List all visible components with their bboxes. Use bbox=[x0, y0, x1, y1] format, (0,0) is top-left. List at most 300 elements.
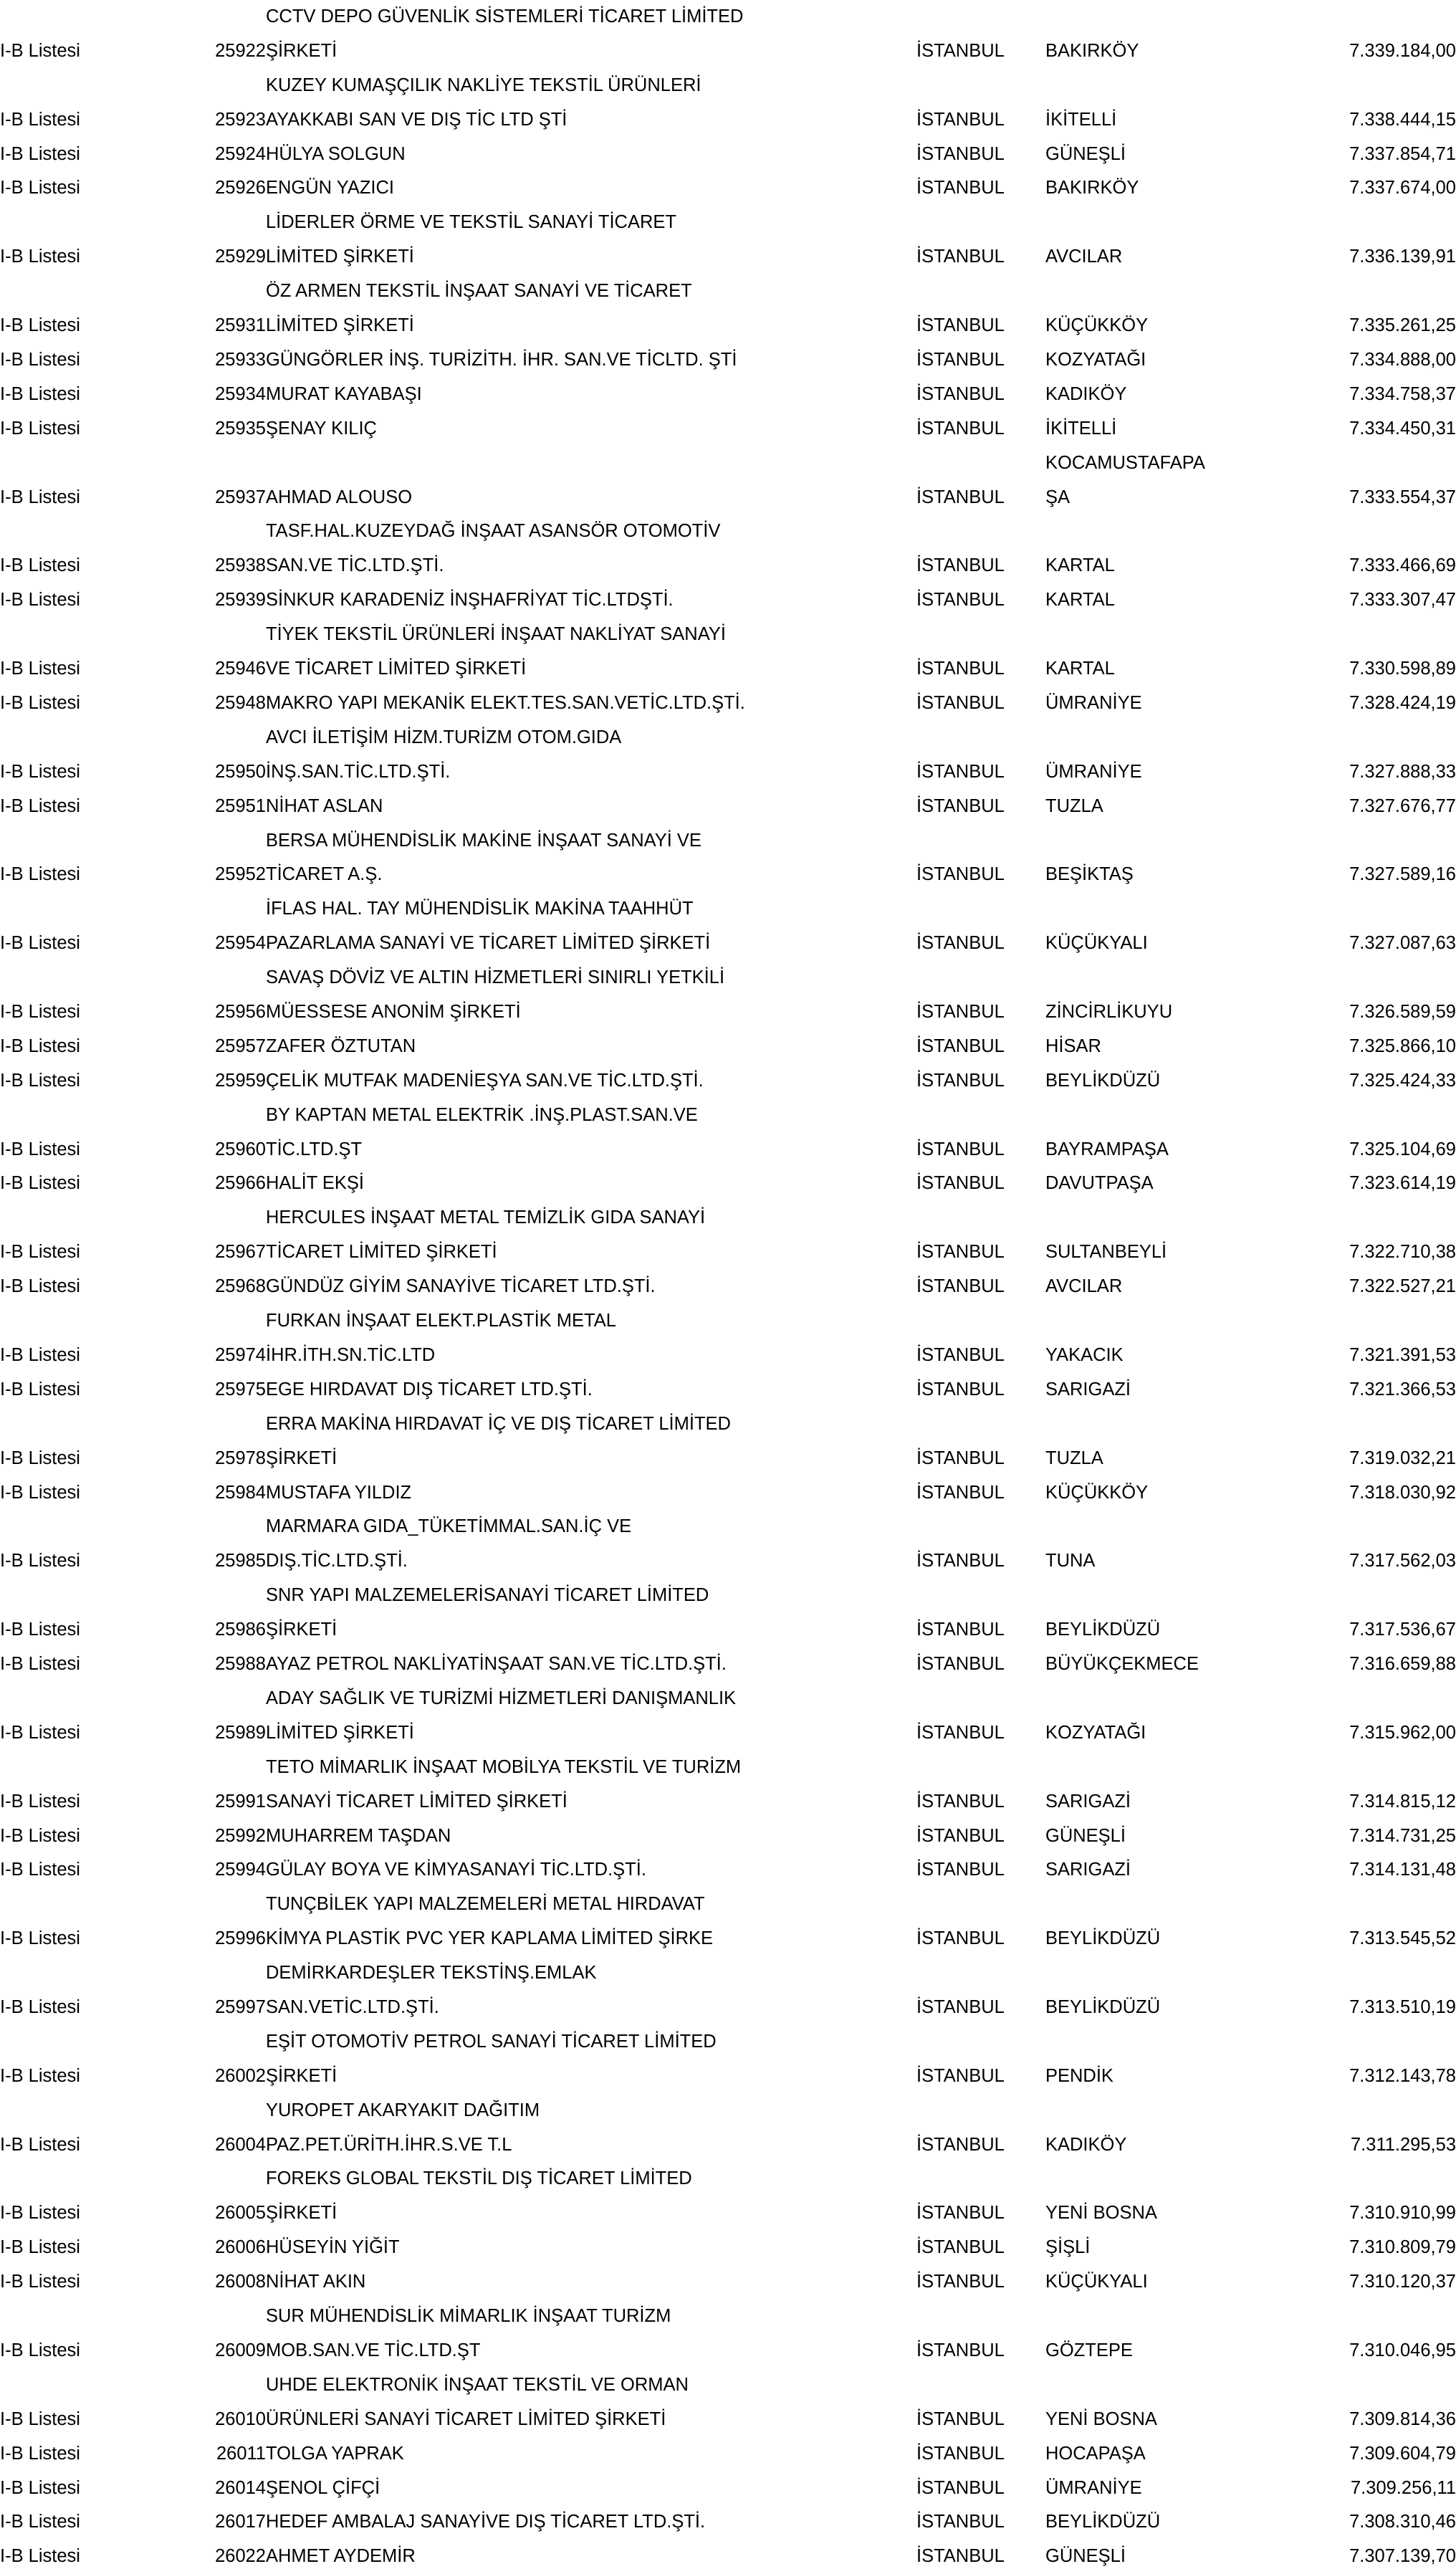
sequence-number-cell bbox=[133, 1064, 266, 1099]
amount-cell-text: 7.334.450,31 bbox=[1349, 418, 1456, 439]
list-name-cell-wrap bbox=[0, 1682, 133, 1716]
amount-cell bbox=[1282, 2025, 1456, 2094]
amount-cell bbox=[1282, 0, 1456, 69]
amount-cell-wrap bbox=[1282, 1510, 1456, 1544]
city-cell-text: İSTANBUL bbox=[916, 761, 1005, 782]
debtor-name-cell-text: ŞİRKETİ bbox=[266, 2203, 337, 2224]
debtor-name-cell-text: LİMİTED ŞİRKETİ bbox=[266, 315, 414, 336]
amount-cell bbox=[1282, 343, 1456, 378]
district-cell bbox=[1045, 412, 1282, 446]
list-name-cell-text: I-B Listesi bbox=[0, 1001, 80, 1022]
city-cell bbox=[916, 343, 1045, 378]
amount-cell-wrap bbox=[1282, 1956, 1456, 1991]
table-row bbox=[0, 412, 1456, 446]
debtor-name-cell-wrap: BY KAPTAN METAL ELEKTRİK .İNŞ.PLAST.SAN.VE bbox=[266, 1104, 698, 1125]
city-cell-text: İSTANBUL bbox=[916, 1344, 1005, 1365]
district-cell-wrap bbox=[1045, 2162, 1282, 2196]
amount-cell-text: 7.333.466,69 bbox=[1349, 555, 1456, 576]
city-cell-text: İSTANBUL bbox=[916, 1070, 1005, 1091]
amount-cell bbox=[1282, 961, 1456, 1030]
debtor-name-cell bbox=[266, 892, 916, 961]
amount-cell bbox=[1282, 1751, 1456, 1819]
sequence-number-cell-wrap bbox=[133, 446, 266, 481]
sequence-number-cell-text: 25996 bbox=[215, 1928, 266, 1949]
city-cell-wrap bbox=[916, 1956, 1045, 1991]
district-cell-text: GÜNEŞLİ bbox=[1045, 143, 1126, 164]
sequence-number-cell-wrap bbox=[133, 515, 266, 549]
sequence-number-cell-wrap bbox=[133, 721, 266, 755]
district-cell bbox=[1045, 1064, 1282, 1099]
list-name-cell-text: I-B Listesi bbox=[0, 1035, 80, 1056]
amount-cell bbox=[1282, 515, 1456, 583]
district-cell-text: TUNA bbox=[1045, 1551, 1096, 1571]
amount-cell-text: 7.334.758,37 bbox=[1349, 383, 1456, 404]
district-cell bbox=[1045, 1682, 1282, 1751]
district-cell-text: TUZLA bbox=[1045, 1448, 1103, 1468]
sequence-number-cell-text: 25978 bbox=[215, 1448, 266, 1468]
city-cell-wrap bbox=[916, 2094, 1045, 2128]
district-cell-wrap bbox=[1045, 206, 1282, 240]
district-cell bbox=[1045, 1819, 1282, 1854]
sequence-number-cell-wrap bbox=[133, 1888, 266, 1922]
city-cell-text: İSTANBUL bbox=[916, 1619, 1005, 1640]
list-name-cell bbox=[0, 1682, 133, 1751]
table-row bbox=[0, 790, 1456, 824]
list-name-cell bbox=[0, 1888, 133, 1956]
debtor-name-cell-wrap: SUR MÜHENDİSLİK MİMARLIK İNŞAAT TURİZM bbox=[266, 2306, 671, 2327]
list-name-cell bbox=[0, 1853, 133, 1888]
city-cell bbox=[916, 892, 1045, 961]
sequence-number-cell bbox=[133, 1888, 266, 1956]
district-cell bbox=[1045, 378, 1282, 412]
amount-cell-wrap bbox=[1282, 1407, 1456, 1442]
list-name-cell-wrap bbox=[0, 2094, 133, 2128]
sequence-number-cell bbox=[133, 138, 266, 172]
district-cell-wrap bbox=[1045, 1407, 1282, 1442]
city-cell bbox=[916, 1099, 1045, 1167]
district-cell bbox=[1045, 2162, 1282, 2231]
list-name-cell bbox=[0, 2505, 133, 2540]
sequence-number-cell-text: 25922 bbox=[215, 40, 266, 61]
city-cell bbox=[916, 618, 1045, 686]
city-cell bbox=[916, 2300, 1045, 2368]
district-cell-text: BÜYÜKÇEKMECE bbox=[1045, 1654, 1199, 1675]
debtor-name-cell-text: MUHARREM TAŞDAN bbox=[266, 1825, 451, 1846]
list-name-cell-wrap bbox=[0, 892, 133, 927]
list-name-cell bbox=[0, 1956, 133, 2025]
district-cell bbox=[1045, 1647, 1282, 1682]
list-name-cell-text: I-B Listesi bbox=[0, 2443, 80, 2464]
sequence-number-cell bbox=[133, 0, 266, 69]
city-cell bbox=[916, 2437, 1045, 2472]
district-cell bbox=[1045, 961, 1282, 1030]
amount-cell bbox=[1282, 2231, 1456, 2265]
debtor-name-cell bbox=[266, 2025, 916, 2094]
table-row bbox=[0, 1956, 1456, 2025]
amount-cell bbox=[1282, 1304, 1456, 1373]
amount-cell bbox=[1282, 412, 1456, 446]
district-cell bbox=[1045, 2265, 1282, 2300]
district-cell-text: ŞİŞLİ bbox=[1045, 2237, 1091, 2258]
debtor-name-cell-text: ENGÜN YAZICI bbox=[266, 178, 394, 198]
sequence-number-cell-wrap bbox=[133, 1201, 266, 1235]
city-cell bbox=[916, 1064, 1045, 1099]
list-name-cell bbox=[0, 2368, 133, 2437]
city-cell-wrap bbox=[916, 2300, 1045, 2334]
district-cell-text: YENİ BOSNA bbox=[1045, 2408, 1157, 2429]
table-row bbox=[0, 206, 1456, 274]
debtor-name-cell-wrap: FOREKS GLOBAL TEKSTİL DIŞ TİCARET LİMİTED bbox=[266, 2168, 692, 2189]
sequence-number-cell bbox=[133, 1510, 266, 1579]
table-row bbox=[0, 892, 1456, 961]
debtor-name-cell-text: HALİT EKŞİ bbox=[266, 1173, 365, 1194]
district-cell bbox=[1045, 1030, 1282, 1064]
amount-cell-wrap bbox=[1282, 1201, 1456, 1235]
debtor-name-cell bbox=[266, 2505, 916, 2540]
city-cell bbox=[916, 2231, 1045, 2265]
district-cell-text: BEYLİKDÜZÜ bbox=[1045, 1996, 1161, 2017]
amount-cell-wrap bbox=[1282, 961, 1456, 995]
sequence-number-cell bbox=[133, 2094, 266, 2163]
list-name-cell-text: I-B Listesi bbox=[0, 590, 80, 611]
sequence-number-cell-text: 25937 bbox=[215, 487, 266, 507]
sequence-number-cell-text: 25954 bbox=[215, 933, 266, 954]
debtor-name-cell-wrap: UHDE ELEKTRONİK İNŞAAT TEKSTİL VE ORMAN bbox=[266, 2374, 689, 2395]
city-cell bbox=[916, 1888, 1045, 1956]
list-name-cell-wrap bbox=[0, 1579, 133, 1613]
amount-cell bbox=[1282, 206, 1456, 274]
sequence-number-cell bbox=[133, 1819, 266, 1854]
list-name-cell bbox=[0, 961, 133, 1030]
sequence-number-cell bbox=[133, 378, 266, 412]
amount-cell-wrap bbox=[1282, 515, 1456, 549]
list-name-cell-wrap bbox=[0, 721, 133, 755]
sequence-number-cell-text: 25967 bbox=[215, 1242, 266, 1263]
district-cell bbox=[1045, 446, 1282, 515]
list-name-cell bbox=[0, 1030, 133, 1064]
amount-cell bbox=[1282, 2540, 1456, 2574]
debtor-name-cell-text: ÜRÜNLERİ SANAYİ TİCARET LİMİTED ŞİRKETİ bbox=[266, 2408, 666, 2429]
city-cell-wrap bbox=[916, 515, 1045, 549]
amount-cell-text: 7.310.046,95 bbox=[1349, 2340, 1456, 2360]
debtor-name-cell-text: SAN.VE TİC.LTD.ŞTİ. bbox=[266, 555, 444, 576]
debtor-name-cell-wrap: TETO MİMARLIK İNŞAAT MOBİLYA TEKSTİL VE TURİZM bbox=[266, 1756, 742, 1777]
amount-cell-text: 7.323.614,19 bbox=[1349, 1173, 1456, 1194]
district-cell-wrap bbox=[1045, 2025, 1282, 2059]
city-cell bbox=[916, 1201, 1045, 1270]
list-name-cell bbox=[0, 446, 133, 515]
list-name-cell-wrap bbox=[0, 1510, 133, 1544]
district-cell bbox=[1045, 69, 1282, 138]
district-cell-wrap bbox=[1045, 1099, 1282, 1133]
debtor-name-cell bbox=[266, 1682, 916, 1751]
city-cell-text: İSTANBUL bbox=[916, 315, 1005, 336]
amount-cell-wrap bbox=[1282, 206, 1456, 240]
list-name-cell-text: I-B Listesi bbox=[0, 2065, 80, 2086]
debtor-name-cell bbox=[266, 2265, 916, 2300]
list-name-cell-text: I-B Listesi bbox=[0, 1928, 80, 1949]
city-cell bbox=[916, 1579, 1045, 1647]
city-cell-wrap bbox=[916, 2162, 1045, 2196]
list-name-cell bbox=[0, 1270, 133, 1304]
sequence-number-cell-text: 26022 bbox=[215, 2546, 266, 2567]
debtor-name-cell-text: TİCARET A.Ş. bbox=[266, 864, 383, 885]
city-cell bbox=[916, 2162, 1045, 2231]
list-name-cell-wrap bbox=[0, 1099, 133, 1133]
amount-cell-text: 7.333.307,47 bbox=[1349, 590, 1456, 611]
debtor-name-cell bbox=[266, 1510, 916, 1579]
amount-cell-text: 7.318.030,92 bbox=[1349, 1482, 1456, 1503]
sequence-number-cell-text: 25946 bbox=[215, 659, 266, 679]
amount-cell bbox=[1282, 1682, 1456, 1751]
debtor-name-cell-wrap: EŞİT OTOMOTİV PETROL SANAYİ TİCARET LİMİTED bbox=[266, 2031, 717, 2052]
sequence-number-cell-wrap bbox=[133, 1956, 266, 1991]
table-row bbox=[0, 1682, 1456, 1751]
list-name-cell bbox=[0, 1751, 133, 1819]
list-name-cell-text: I-B Listesi bbox=[0, 2272, 80, 2292]
list-name-cell-text: I-B Listesi bbox=[0, 1379, 80, 1400]
table-row bbox=[0, 618, 1456, 686]
sequence-number-cell-text: 25939 bbox=[215, 590, 266, 611]
sequence-number-cell bbox=[133, 721, 266, 790]
city-cell-wrap bbox=[916, 1201, 1045, 1235]
amount-cell-text: 7.310.120,37 bbox=[1349, 2272, 1456, 2292]
debtor-name-cell bbox=[266, 583, 916, 618]
debtor-name-cell-text: GÜNDÜZ GİYİM SANAYİVE TİCARET LTD.ŞTİ. bbox=[266, 1276, 656, 1297]
debtor-name-cell bbox=[266, 2300, 916, 2368]
sequence-number-cell-text: 25924 bbox=[215, 143, 266, 164]
debtor-name-cell-text: SİNKUR KARADENİZ İNŞHAFRİYAT TİC.LTDŞTİ. bbox=[266, 590, 674, 611]
table-row bbox=[0, 1030, 1456, 1064]
amount-cell bbox=[1282, 2094, 1456, 2163]
city-cell-text: İSTANBUL bbox=[916, 2443, 1005, 2464]
list-name-cell-text: I-B Listesi bbox=[0, 487, 80, 507]
city-cell-text: İSTANBUL bbox=[916, 1173, 1005, 1194]
city-cell-text: İSTANBUL bbox=[916, 418, 1005, 439]
amount-cell bbox=[1282, 69, 1456, 138]
district-cell-text: HİSAR bbox=[1045, 1035, 1101, 1056]
district-cell-text: KARTAL bbox=[1045, 590, 1115, 611]
amount-cell-text: 7.330.598,89 bbox=[1349, 659, 1456, 679]
sequence-number-cell-text: 25931 bbox=[215, 315, 266, 336]
table-row bbox=[0, 961, 1456, 1030]
sequence-number-cell bbox=[133, 790, 266, 824]
list-name-cell-text: I-B Listesi bbox=[0, 1654, 80, 1675]
sequence-number-cell-text: 25968 bbox=[215, 1276, 266, 1297]
debtor-name-cell bbox=[266, 138, 916, 172]
table-row bbox=[0, 1373, 1456, 1407]
amount-cell-wrap bbox=[1282, 2300, 1456, 2334]
amount-cell bbox=[1282, 1270, 1456, 1304]
debtor-name-cell-text: MOB.SAN.VE TİC.LTD.ŞT bbox=[266, 2340, 481, 2360]
sequence-number-cell bbox=[133, 1407, 266, 1476]
amount-cell bbox=[1282, 2437, 1456, 2472]
debtor-name-cell-text: MÜESSESE ANONİM ŞİRKETİ bbox=[266, 1001, 521, 1022]
list-name-cell-text: I-B Listesi bbox=[0, 1825, 80, 1846]
city-cell-wrap bbox=[916, 618, 1045, 652]
district-cell-wrap bbox=[1045, 824, 1282, 858]
amount-cell bbox=[1282, 378, 1456, 412]
district-cell-text: ÜMRANİYE bbox=[1045, 2477, 1142, 2498]
debtor-name-cell bbox=[266, 1888, 916, 1956]
list-name-cell bbox=[0, 515, 133, 583]
city-cell-text: İSTANBUL bbox=[916, 2134, 1005, 2155]
list-name-cell-wrap bbox=[0, 1304, 133, 1339]
list-name-cell bbox=[0, 1064, 133, 1099]
city-cell-text: İSTANBUL bbox=[916, 692, 1005, 713]
debtor-name-cell bbox=[266, 2368, 916, 2437]
list-name-cell-text: I-B Listesi bbox=[0, 40, 80, 61]
sequence-number-cell-text: 26017 bbox=[215, 2512, 266, 2532]
sequence-number-cell-text: 25984 bbox=[215, 1482, 266, 1503]
amount-cell-text: 7.308.310,46 bbox=[1349, 2512, 1456, 2532]
district-cell bbox=[1045, 1476, 1282, 1511]
list-name-cell-text: I-B Listesi bbox=[0, 2408, 80, 2429]
debtor-name-cell bbox=[266, 961, 916, 1030]
district-cell bbox=[1045, 138, 1282, 172]
table-row bbox=[0, 138, 1456, 172]
amount-cell-text: 7.314.731,25 bbox=[1349, 1825, 1456, 1846]
sequence-number-cell bbox=[133, 686, 266, 721]
amount-cell-wrap bbox=[1282, 618, 1456, 652]
amount-cell-text: 7.337.674,00 bbox=[1349, 178, 1456, 198]
amount-cell-text: 7.327.676,77 bbox=[1349, 795, 1456, 816]
sequence-number-cell bbox=[133, 1853, 266, 1888]
amount-cell-wrap bbox=[1282, 274, 1456, 309]
list-name-cell bbox=[0, 138, 133, 172]
sequence-number-cell-text: 25951 bbox=[215, 795, 266, 816]
district-cell-text: GÜNEŞLİ bbox=[1045, 1825, 1126, 1846]
district-cell-wrap bbox=[1045, 0, 1282, 34]
city-cell bbox=[916, 1167, 1045, 1201]
list-name-cell-wrap bbox=[0, 961, 133, 995]
district-cell-text: SARIGAZİ bbox=[1045, 1860, 1131, 1880]
city-cell-text: İSTANBUL bbox=[916, 1791, 1005, 1812]
sequence-number-cell-text: 26014 bbox=[215, 2477, 266, 2498]
debtor-name-cell-text: NİHAT ASLAN bbox=[266, 795, 383, 816]
table-row bbox=[0, 69, 1456, 138]
debtor-name-cell-text: LİMİTED ŞİRKETİ bbox=[266, 247, 414, 267]
list-name-cell bbox=[0, 69, 133, 138]
debtor-name-cell-wrap: BERSA MÜHENDİSLİK MAKİNE İNŞAAT SANAYİ VE bbox=[266, 830, 701, 851]
amount-cell-text: 7.309.256,11 bbox=[1351, 2477, 1456, 2498]
city-cell-text: İSTANBUL bbox=[916, 1654, 1005, 1675]
list-name-cell bbox=[0, 171, 133, 206]
amount-cell bbox=[1282, 1099, 1456, 1167]
amount-cell bbox=[1282, 2472, 1456, 2506]
district-cell-wrap: KOCAMUSTAFAPA bbox=[1045, 452, 1205, 473]
sequence-number-cell bbox=[133, 515, 266, 583]
district-cell bbox=[1045, 1167, 1282, 1201]
table-row bbox=[0, 1853, 1456, 1888]
sequence-number-cell-wrap bbox=[133, 0, 266, 34]
city-cell-wrap bbox=[916, 961, 1045, 995]
sequence-number-cell bbox=[133, 892, 266, 961]
debtor-name-cell-text: ZAFER ÖZTUTAN bbox=[266, 1035, 416, 1056]
list-name-cell-wrap bbox=[0, 824, 133, 858]
district-cell-text: AVCILAR bbox=[1045, 247, 1123, 267]
table-row bbox=[0, 686, 1456, 721]
amount-cell bbox=[1282, 1030, 1456, 1064]
city-cell bbox=[916, 1819, 1045, 1854]
debtor-name-cell-text: MURAT KAYABAŞI bbox=[266, 383, 422, 404]
list-name-cell bbox=[0, 1167, 133, 1201]
list-name-cell-text: I-B Listesi bbox=[0, 2340, 80, 2360]
city-cell-text: İSTANBUL bbox=[916, 1482, 1005, 1503]
amount-cell-text: 7.315.962,00 bbox=[1349, 1722, 1456, 1743]
amount-cell-wrap bbox=[1282, 2094, 1456, 2128]
sequence-number-cell bbox=[133, 1373, 266, 1407]
debtor-name-cell bbox=[266, 824, 916, 893]
list-name-cell-wrap bbox=[0, 1888, 133, 1922]
district-cell bbox=[1045, 2437, 1282, 2472]
city-cell-text: İSTANBUL bbox=[916, 2408, 1005, 2429]
list-name-cell bbox=[0, 2094, 133, 2163]
city-cell-text: İSTANBUL bbox=[916, 659, 1005, 679]
debtor-name-cell-text: ŞİRKETİ bbox=[266, 1619, 337, 1640]
debtor-name-cell bbox=[266, 1064, 916, 1099]
list-name-cell bbox=[0, 0, 133, 69]
district-cell-text: SARIGAZİ bbox=[1045, 1379, 1131, 1400]
debtor-name-cell-text: DIŞ.TİC.LTD.ŞTİ. bbox=[266, 1551, 408, 1571]
list-name-cell bbox=[0, 1647, 133, 1682]
sequence-number-cell bbox=[133, 69, 266, 138]
amount-cell bbox=[1282, 2505, 1456, 2540]
district-cell bbox=[1045, 2472, 1282, 2506]
city-cell bbox=[916, 2368, 1045, 2437]
district-cell bbox=[1045, 171, 1282, 206]
district-cell bbox=[1045, 686, 1282, 721]
amount-cell bbox=[1282, 1853, 1456, 1888]
district-cell bbox=[1045, 892, 1282, 961]
sequence-number-cell-wrap bbox=[133, 2094, 266, 2128]
city-cell-text: İSTANBUL bbox=[916, 1928, 1005, 1949]
district-cell bbox=[1045, 1853, 1282, 1888]
sequence-number-cell-text: 26006 bbox=[215, 2237, 266, 2258]
table-row bbox=[0, 1888, 1456, 1956]
list-name-cell-text: I-B Listesi bbox=[0, 1448, 80, 1468]
debtor-name-cell-wrap: LİDERLER ÖRME VE TEKSTİL SANAYİ TİCARET bbox=[266, 212, 676, 233]
city-cell-text: İSTANBUL bbox=[916, 1035, 1005, 1056]
amount-cell bbox=[1282, 446, 1456, 515]
amount-cell-wrap bbox=[1282, 2368, 1456, 2403]
sequence-number-cell-wrap bbox=[133, 274, 266, 309]
table-row bbox=[0, 1751, 1456, 1819]
debtor-name-cell bbox=[266, 171, 916, 206]
debtor-name-cell-wrap: ERRA MAKİNA HIRDAVAT İÇ VE DIŞ TİCARET LİMİTED bbox=[266, 1413, 731, 1434]
district-cell bbox=[1045, 824, 1282, 893]
debtor-name-cell-text: TİC.LTD.ŞT bbox=[266, 1139, 363, 1159]
debtor-name-cell-text: ŞİRKETİ bbox=[266, 2065, 337, 2086]
amount-cell bbox=[1282, 618, 1456, 686]
district-cell-wrap bbox=[1045, 2300, 1282, 2334]
sequence-number-cell-text: 26002 bbox=[215, 2065, 266, 2086]
district-cell-text: SULTANBEYLİ bbox=[1045, 1242, 1167, 1263]
sequence-number-cell bbox=[133, 1956, 266, 2025]
district-cell bbox=[1045, 1510, 1282, 1579]
table-row bbox=[0, 2540, 1456, 2574]
debtor-name-cell-wrap: HERCULES İNŞAAT METAL TEMİZLİK GIDA SANAYİ bbox=[266, 1207, 706, 1228]
debtor-name-cell-text: TİCARET LİMİTED ŞİRKETİ bbox=[266, 1242, 497, 1263]
district-cell-text: ZİNCİRLİKUYU bbox=[1045, 1001, 1173, 1022]
district-cell-text: BEYLİKDÜZÜ bbox=[1045, 1619, 1161, 1640]
sequence-number-cell-wrap bbox=[133, 1682, 266, 1716]
sequence-number-cell-text: 25974 bbox=[215, 1344, 266, 1365]
amount-cell bbox=[1282, 274, 1456, 343]
list-name-cell-text: I-B Listesi bbox=[0, 1482, 80, 1503]
city-cell bbox=[916, 0, 1045, 69]
list-name-cell bbox=[0, 790, 133, 824]
